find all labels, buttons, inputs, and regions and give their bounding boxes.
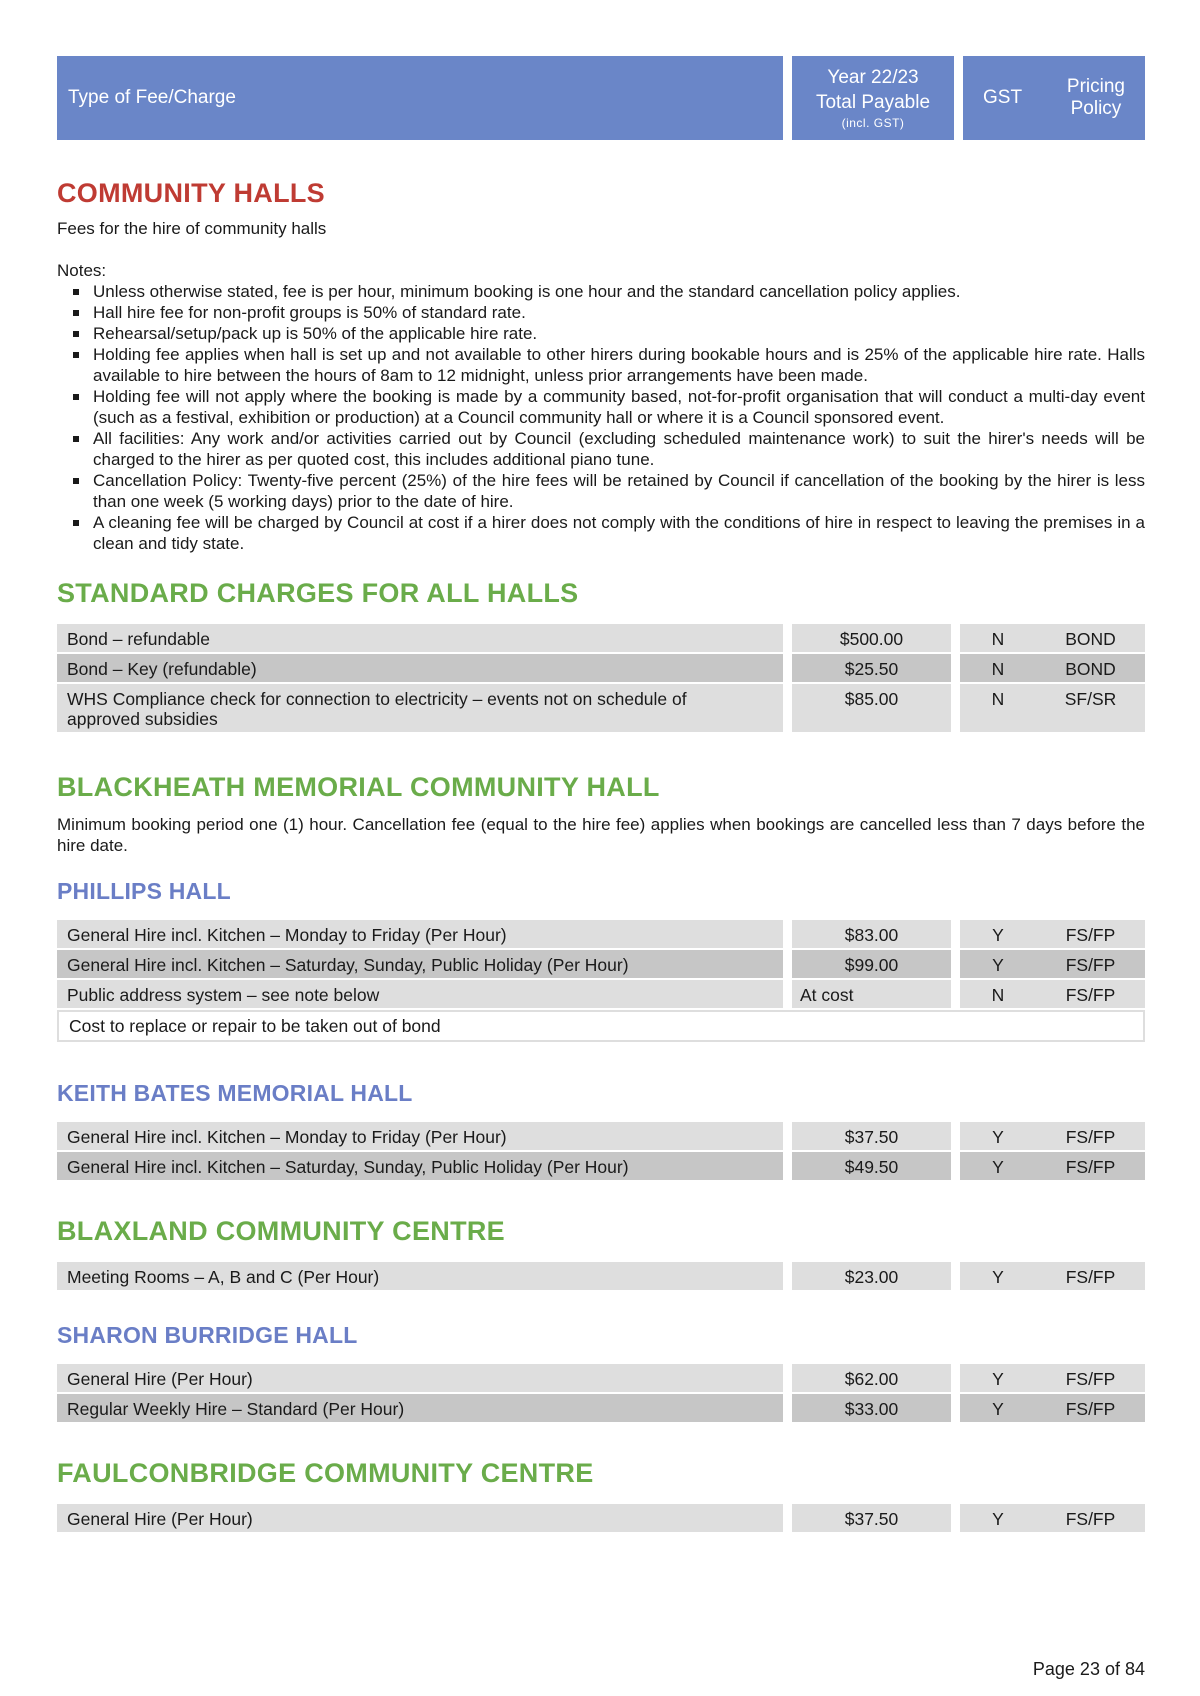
fee-description: Public address system – see note below: [57, 980, 783, 1010]
fee-description: WHS Compliance check for connection to electricity – events not on schedule of approved subsidies: [57, 684, 783, 734]
fee-amount: $33.00: [792, 1394, 951, 1424]
header-year: [792, 56, 954, 140]
table-row: [57, 1394, 1145, 1424]
fee-amount: $25.50: [792, 654, 951, 684]
note-item: Rehearsal/setup/pack up is 50% of the applicable hire rate.: [93, 323, 1145, 344]
fee-description: General Hire incl. Kitchen – Saturday, Sunday, Public Holiday (Per Hour): [57, 1152, 783, 1182]
fee-policy: SF/SR: [1064, 689, 1117, 709]
note-item: All facilities: Any work and/or activities carried out by Council (excluding scheduled maintenance work) to suit the hirer's needs will be charged to the hirer as per quoted cost, this includes additional piano tune.: [93, 429, 1145, 469]
keith-bates-table: [57, 1122, 1145, 1182]
note-item: A cleaning fee will be charged by Council at cost if a hirer does not comply with the conditions of hire in respect to leaving the premises in a clean and tidy state.: [93, 513, 1145, 553]
fee-gst-policy: [960, 980, 1145, 1010]
fee-gst-policy: [960, 950, 1145, 980]
fee-schedule-page: [57, 56, 1145, 1534]
fee-gst: N: [991, 629, 1005, 649]
fee-policy: FS/FP: [1065, 925, 1116, 945]
fee-gst: Y: [992, 1399, 1004, 1419]
fee-gst: Y: [992, 1127, 1004, 1147]
fee-gst: Y: [992, 925, 1004, 945]
sharon-burridge-table: [57, 1364, 1145, 1424]
fee-gst-policy: [960, 920, 1145, 950]
fee-amount: $500.00: [792, 624, 951, 654]
header-gst: GST: [983, 87, 1023, 108]
section-title-standard-charges: STANDARD CHARGES FOR ALL HALLS: [57, 578, 579, 608]
fee-amount: At cost: [792, 980, 951, 1010]
header-pricing-line2: Policy: [1070, 98, 1122, 119]
fee-amount: $99.00: [792, 950, 951, 980]
fee-amount: $83.00: [792, 920, 951, 950]
fee-gst: N: [991, 689, 1005, 709]
section-title-blackheath: BLACKHEATH MEMORIAL COMMUNITY HALL: [57, 772, 660, 802]
table-row: [57, 950, 1145, 980]
table-row: [57, 1122, 1145, 1152]
fee-policy: FS/FP: [1065, 1509, 1116, 1529]
table-row: [57, 1364, 1145, 1394]
fee-policy: FS/FP: [1065, 955, 1116, 975]
fee-gst: Y: [992, 1157, 1004, 1177]
note-item: Holding fee will not apply where the booking is made by a community based, not-for-profit organisation that will conduct a multi-day event (such as a festival, exhibition or production) at a Council community hall or where it is a Council sponsored event.: [93, 387, 1145, 427]
fee-policy: FS/FP: [1065, 1369, 1116, 1389]
fee-policy: FS/FP: [1065, 1157, 1116, 1177]
fee-policy: FS/FP: [1065, 985, 1116, 1005]
table-row: [57, 1504, 1145, 1534]
fee-gst: Y: [992, 1369, 1004, 1389]
fee-gst-policy: [960, 1394, 1145, 1424]
fee-gst: Y: [992, 1509, 1004, 1529]
fee-description: General Hire incl. Kitchen – Monday to Friday (Per Hour): [57, 1122, 783, 1152]
blaxland-table: [57, 1262, 1145, 1292]
table-row: [57, 980, 1145, 1010]
subsection-title-keith-bates: KEITH BATES MEMORIAL HALL: [57, 1080, 413, 1106]
fee-description: Bond – refundable: [57, 624, 783, 654]
fee-gst-policy: [960, 1152, 1145, 1182]
note-item: Unless otherwise stated, fee is per hour, minimum booking is one hour and the standard cancellation policy applies.: [93, 281, 1145, 302]
blackheath-intro: Minimum booking period one (1) hour. Cancellation fee (equal to the hire fee) applies when bookings are cancelled less than 7 days before the hire date.: [57, 815, 1145, 855]
fee-gst: Y: [992, 955, 1004, 975]
fee-description: General Hire incl. Kitchen – Monday to Friday (Per Hour): [57, 920, 783, 950]
subsection-title-sharon-burridge: SHARON BURRIDGE HALL: [57, 1322, 358, 1348]
fee-amount: $37.50: [792, 1122, 951, 1152]
table-row: [57, 920, 1145, 950]
header-gst-pricing: [963, 56, 1145, 140]
note-item: Hall hire fee for non-profit groups is 50% of standard rate.: [93, 302, 1145, 323]
header-year-line1: Year 22/23: [827, 67, 919, 88]
fee-amount: $62.00: [792, 1364, 951, 1394]
fee-gst-policy: [960, 624, 1145, 654]
fee-gst-policy: [960, 684, 1145, 734]
phillips-bond-note: Cost to replace or repair to be taken out of bond: [57, 1010, 1145, 1042]
fee-gst-policy: [960, 654, 1145, 684]
header-year-line3: (incl. GST): [841, 116, 905, 130]
fee-gst-policy: [960, 1262, 1145, 1292]
fee-description: General Hire incl. Kitchen – Saturday, Sunday, Public Holiday (Per Hour): [57, 950, 783, 980]
table-row: [57, 1262, 1145, 1292]
fee-amount: $49.50: [792, 1152, 951, 1182]
fee-description: Meeting Rooms – A, B and C (Per Hour): [57, 1262, 783, 1292]
notes-label: Notes:: [57, 261, 107, 280]
fee-policy: FS/FP: [1065, 1267, 1116, 1287]
table-row: [57, 1152, 1145, 1182]
table-row: [57, 654, 1145, 684]
fee-amount: $37.50: [792, 1504, 951, 1534]
table-row: [57, 624, 1145, 654]
phillips-table: [57, 920, 1145, 1042]
fee-policy: FS/FP: [1065, 1399, 1116, 1419]
fee-policy: BOND: [1065, 629, 1116, 649]
fee-description: General Hire (Per Hour): [57, 1364, 783, 1394]
page-number: Page 23 of 84: [1032, 1659, 1145, 1679]
header-pricing-line1: Pricing: [1066, 76, 1125, 97]
fee-gst: N: [991, 985, 1005, 1005]
subsection-title-phillips: PHILLIPS HALL: [57, 878, 231, 904]
note-item: Holding fee applies when hall is set up and not available to other hirers during bookable hours and is 25% of the applicable hire rate. Halls available to hire between the hours of 8am to 12 midnight, unless prior arrangements have been made.: [93, 345, 1145, 385]
table-row: [57, 684, 1145, 734]
community-halls-intro: Fees for the hire of community halls: [57, 219, 327, 238]
fee-description: General Hire (Per Hour): [57, 1504, 783, 1534]
fee-policy: FS/FP: [1065, 1127, 1116, 1147]
standard-charges-table: [57, 624, 1145, 734]
section-title-faulconbridge: FAULCONBRIDGE COMMUNITY CENTRE: [57, 1458, 594, 1488]
section-title-blaxland: BLAXLAND COMMUNITY CENTRE: [57, 1216, 505, 1246]
section-title-community-halls: COMMUNITY HALLS: [57, 178, 325, 208]
fee-policy: BOND: [1065, 659, 1116, 679]
fee-description: Bond – Key (refundable): [57, 654, 783, 684]
fee-gst: Y: [992, 1267, 1004, 1287]
fee-amount: $23.00: [792, 1262, 951, 1292]
header-pricing: [1067, 76, 1125, 120]
fee-gst-policy: [960, 1504, 1145, 1534]
faulconbridge-table: [57, 1504, 1145, 1534]
header-type: Type of Fee/Charge: [57, 56, 783, 140]
note-item: Cancellation Policy: Twenty-five percent (25%) of the hire fees will be retained by Council if cancellation of the booking by the hirer is less than one week (5 working days) prior to the date of hire.: [93, 471, 1145, 511]
fee-gst-policy: [960, 1122, 1145, 1152]
fee-gst: N: [991, 659, 1005, 679]
header-year-line2: Total Payable: [815, 92, 931, 113]
fee-gst-policy: [960, 1364, 1145, 1394]
table-header: [57, 56, 1145, 140]
fee-description: Regular Weekly Hire – Standard (Per Hour): [57, 1394, 783, 1424]
fee-amount: $85.00: [792, 684, 951, 734]
notes-list: [57, 281, 1145, 554]
